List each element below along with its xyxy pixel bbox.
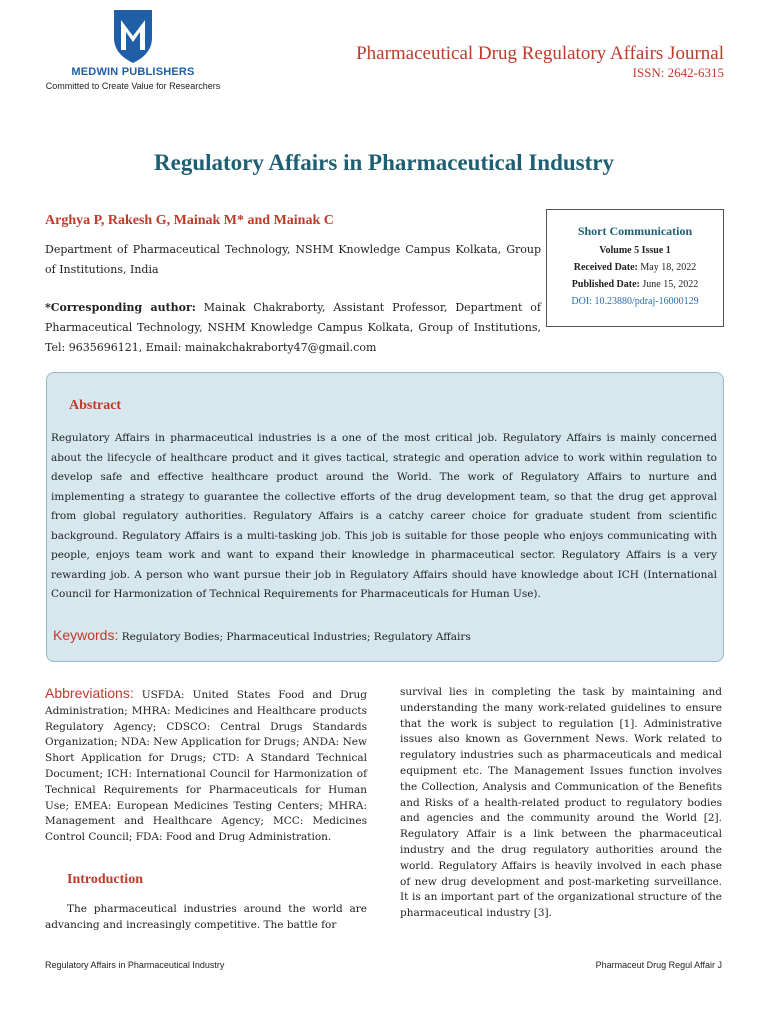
article-info-box (546, 209, 724, 327)
keywords-label: Keywords: (53, 627, 119, 643)
author-affiliation: Department of Pharmaceutical Technology, NSHM Knowledge Campus Kolkata, Group of Institutions, India (45, 243, 541, 276)
abbreviations-text: USFDA: United States Food and Drug Administration; MHRA: Medicines and Healthcare products Regulatory Agency; CDSCO: Central Drugs Standards Organization; NDA: New Application for Drugs; ANDA: New Short Application for Drugs; CTD: A Standard Technical Document; ICH: International Council for Harmonization of Technical Requirements for Pharmaceuticals for Human Use; EMEA: European Medicines Testing Centers; MHRA: Management and Healthcare Agency; MCC: Medicines Control Council; FDA: Food and Drug Administration. (45, 689, 367, 844)
introduction-heading: Introduction (67, 872, 143, 887)
publisher-tagline: Committed to Create Value for Researchers (45, 81, 221, 91)
volume-issue: Volume 5 Issue 1 (599, 245, 671, 256)
journal-issn: ISSN: 2642-6315 (632, 65, 724, 80)
abbreviations-paragraph (45, 686, 367, 846)
doi-link[interactable]: DOI: 10.23880/pdraj-16000129 (571, 296, 699, 307)
article-title: Regulatory Affairs in Pharmaceutical Industry (154, 150, 614, 175)
corresponding-text: Mainak Chakraborty, Assistant Professor, Department of Pharmaceutical Technology, NSHM Knowledge Campus Kolkata, Group of Institutions, Tel: 9635696121, Email: mainakchakraborty47@gmail.com (45, 301, 541, 354)
published-label: Published Date: (571, 279, 640, 290)
received-date (547, 262, 723, 273)
abstract-heading: Abstract (69, 398, 122, 413)
keywords-list: Regulatory Bodies; Pharmaceutical Industries; Regulatory Affairs (118, 631, 471, 643)
corresponding-label: *Corresponding author: (45, 301, 196, 314)
footer-running-title: Regulatory Affairs in Pharmaceutical Industry (45, 960, 225, 970)
keywords (53, 627, 471, 643)
journal-title: Pharmaceutical Drug Regulatory Affairs Journal (356, 43, 724, 64)
introduction-text: The pharmaceutical industries around the world are advancing and increasingly competitive. The battle for (45, 903, 367, 931)
abstract-box (46, 372, 724, 662)
published-value: June 15, 2022 (639, 279, 699, 290)
article-type: Short Communication (577, 224, 693, 238)
article-authors: Arghya P, Rakesh G, Mainak M* and Mainak C (45, 213, 334, 228)
publisher-logo (38, 8, 228, 91)
footer-journal-abbrev: Pharmaceut Drug Regul Affair J (595, 960, 722, 970)
abstract-text: Regulatory Affairs in pharmaceutical industries is a one of the most critical job. Regulatory Affairs is mainly concerned about the lifecycle of healthcare product and it gives tactical, strategic and operation advice to work within regulation to develop safe and effective healthcare product around the World. The work of Regulatory Affairs to nurture and implementing a strategy to guarantee the collective efforts of the drug development team, so that the drug get approval from global regulatory authorities. Regulatory Affairs is a catchy career choice for graduate student from scientific background. Regulatory Affairs is a multi-tasking job. This job is suitable for those people who enjoys communicating with people, enjoys team work and want to expand their knowledge in pharmaceutical sector. Regulatory Affairs is a very rewarding job. A person who want pursue their job in Regulatory Affairs should have knowledge about ICH (International Council for Harmonization of Technical Requirements for Pharmaceuticals for Human Use). (51, 432, 717, 600)
corresponding-author (45, 298, 541, 358)
abbreviations-label: Abbreviations: (45, 685, 134, 701)
received-label: Received Date: (573, 262, 638, 273)
received-value: May 18, 2022 (637, 262, 697, 273)
medwin-shield-icon (100, 8, 166, 64)
right-column-text: survival lies in completing the task by maintaining and understanding the many work-related guidelines to ensure that the work is subject to regulation [1]. Administrative issues also known as Government News. Work related to regulatory industries such as pharmaceuticals and medical equipment etc. The Management Issues function involves the Collection, Analysis and Communication of the Benefits and Risks of a health-related product to regulatory bodies and agencies and the community around the World [2]. Regulatory Affair is a link between the pharmaceutical industry and the drug regulatory authorities around the world. Regulatory Affairs is heavily involved in each phase of new drug development and post-marketing surveillance. It is an important part of the organizational structure of the pharmaceutical industry [3]. (400, 686, 722, 920)
published-date (547, 279, 723, 290)
publisher-name: MEDWIN PUBLISHERS (71, 66, 195, 78)
